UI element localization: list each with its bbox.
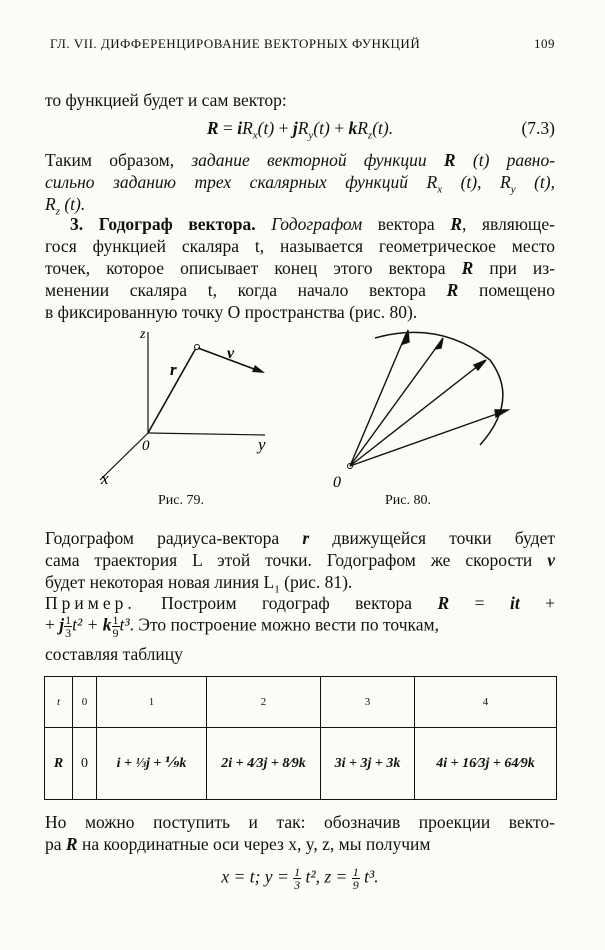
para3-line2: ра R на координатные оси через x, y, z, мы получим	[45, 834, 431, 854]
y-axis	[148, 433, 265, 435]
figure-80	[320, 320, 520, 490]
values-table	[44, 676, 557, 800]
figure-80-caption: Рис. 80.	[385, 493, 431, 508]
section3-line2: гося функцией скаляра t, называется геометрическое место	[45, 236, 555, 256]
table-row-R	[45, 728, 557, 800]
section3-line5: в фиксированную точку O пространства (рис. 80).	[45, 302, 418, 322]
table-cell: 2	[207, 677, 321, 728]
vector-4	[350, 411, 505, 466]
table-cell: 3i + 3j + 3k	[321, 728, 415, 800]
final-equation: x = t; y = $\frac{1}{3}$ t², z = $\frac{1}{9}$ t³.	[221, 865, 379, 892]
section3-line1: 3. Годограф вектора. Годографом вектора R, являюще-	[70, 214, 555, 234]
para2-line2: сама траектория L этой точки. Годографом же скорости v	[45, 550, 555, 570]
para2-line3: будет некоторая новая линия $L_1$ (рис. 81).	[45, 572, 353, 596]
example-line1: Пример. Построим годограф вектора R = it +	[45, 593, 556, 613]
r-label: r	[170, 360, 177, 379]
table-cell: 3	[321, 677, 415, 728]
table-cell: R	[45, 728, 73, 800]
x-label: x	[101, 469, 109, 488]
example-line3: составляя таблицу	[45, 644, 183, 664]
table-row-t	[45, 677, 557, 728]
para3-line1: Но можно поступить и так: обозначив проекции векто-	[45, 812, 555, 832]
equation-7-3: $R = iR_x(t) + jR_y(t) + kR_z(t)$. (7.3)	[206, 118, 555, 142]
chapter-title: ГЛ. VII. ДИФФЕРЕНЦИРОВАНИЕ ВЕКТОРНЫХ ФУНКЦИЙ	[50, 36, 421, 51]
example-line2: + j $\frac{1}{3}$ t² + k $\frac{1}{9}$ t³. Это построение можно вести по точкам,	[45, 613, 439, 640]
hodograph-curve	[375, 332, 503, 445]
section3-line4: менении скаляра t, когда начало вектора R помещено	[45, 280, 555, 300]
z-label: z	[140, 327, 146, 342]
intro-line: то функцией будет и сам вектор:	[45, 90, 287, 110]
y-label: y	[258, 435, 266, 454]
equation-number: (7.3)	[521, 118, 555, 138]
table-cell: 0	[73, 728, 97, 800]
table-cell: 4i + 16⁄3j + 64⁄9k	[415, 728, 557, 800]
vector-3	[350, 362, 483, 466]
figure-79-caption: Рис. 79.	[158, 493, 204, 508]
figure-79	[90, 320, 290, 500]
table-cell: 4	[415, 677, 557, 728]
table-cell: 2i + 4⁄3j + 8⁄9k	[207, 728, 321, 800]
origin-label: 0	[333, 474, 341, 490]
table-cell: 1	[97, 677, 207, 728]
para1-line2: сильно заданию трех скалярных функций $R_x$ (t), $R_y$ (t),	[45, 172, 555, 196]
table-cell: 0	[73, 677, 97, 728]
page-number: 109	[534, 36, 555, 51]
section3-line3: точек, которое описывает конец этого вектора R при из-	[45, 258, 555, 278]
table-cell: t	[45, 677, 73, 728]
para2-line1: Годографом радиуса-вектора r движущейся точки будет	[45, 528, 556, 548]
running-header	[50, 36, 555, 52]
table-cell: i + ⅓j + ⅑k	[97, 728, 207, 800]
para1-line3: $R_z$ (t).	[45, 194, 86, 218]
para1-line1: Таким образом, задание векторной функции R (t) равно-	[45, 150, 556, 170]
v-label: v	[227, 345, 235, 362]
origin-label: 0	[142, 438, 150, 454]
